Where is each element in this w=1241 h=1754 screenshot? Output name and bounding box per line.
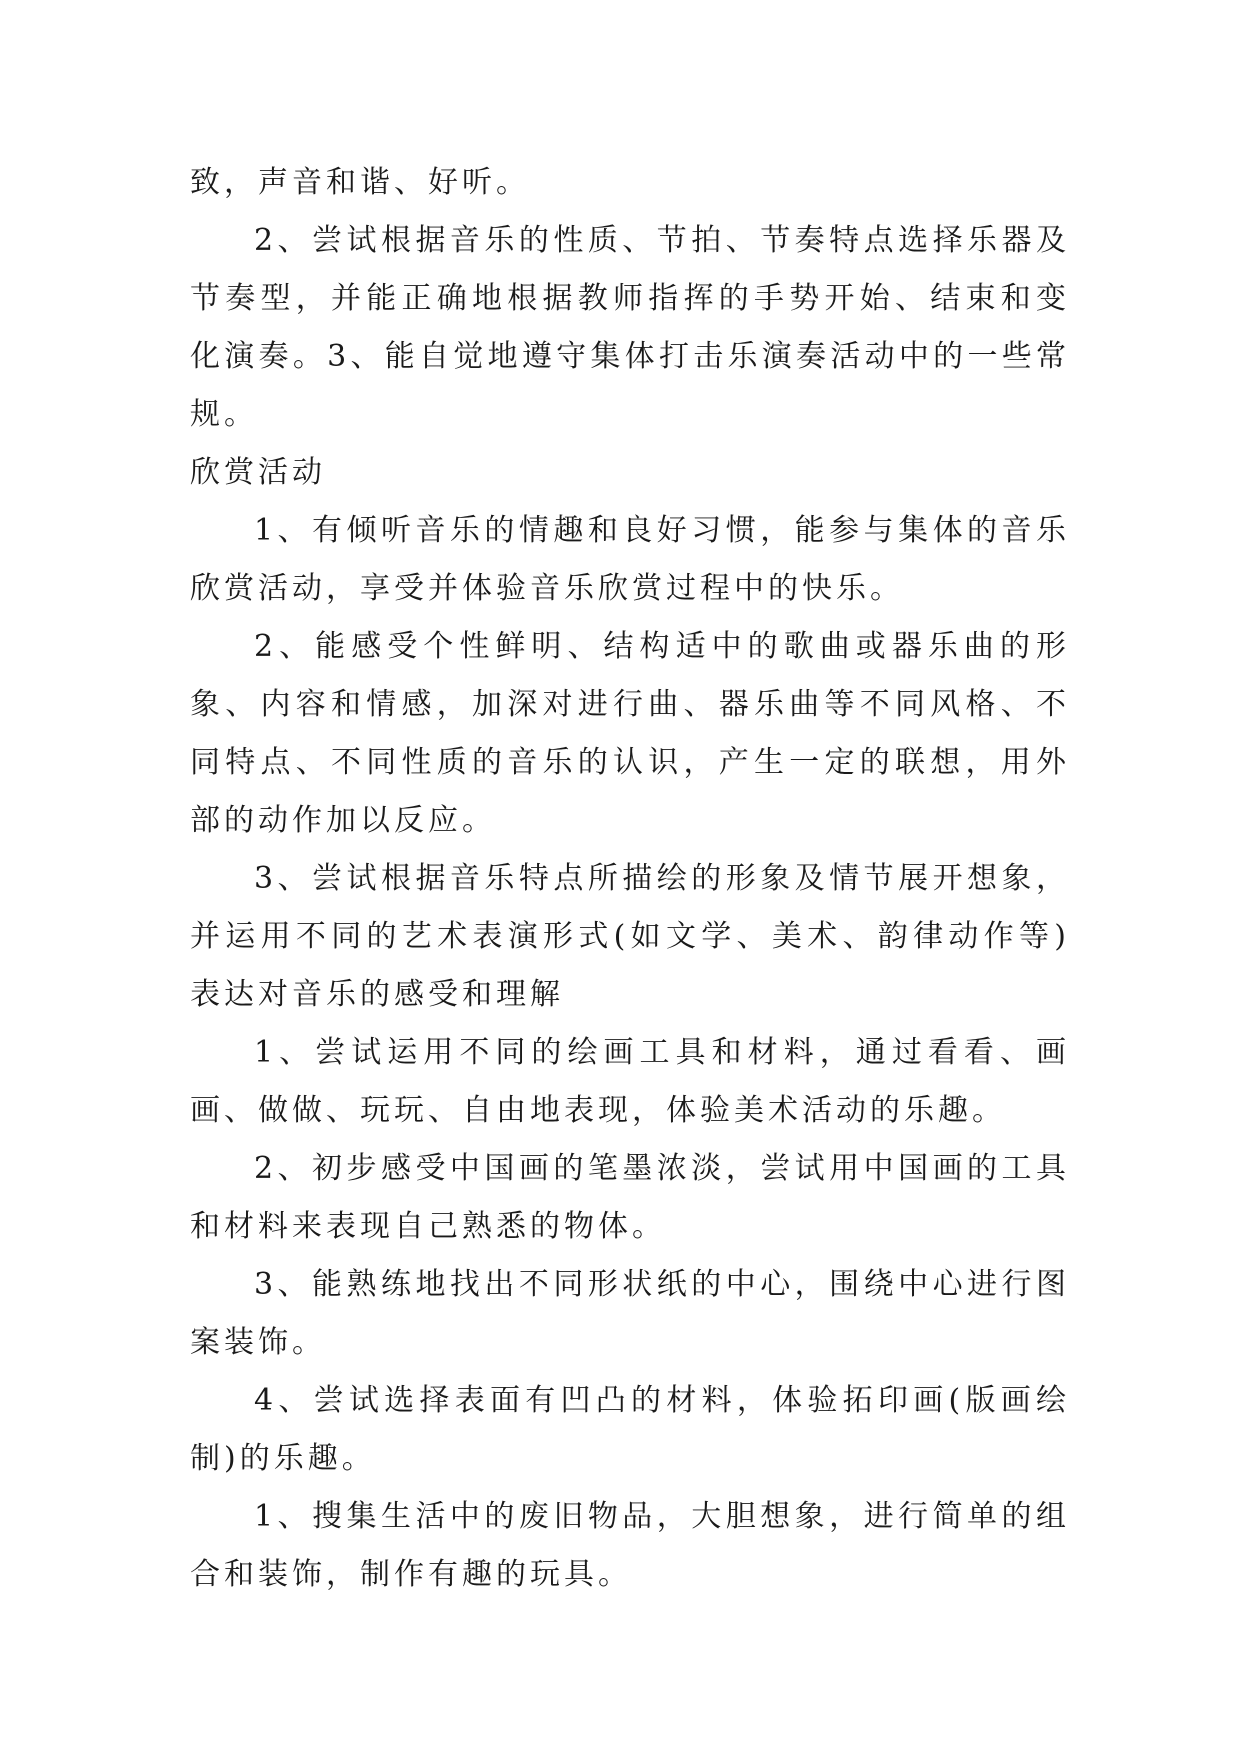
paragraph-7: 1、尝试运用不同的绘画工具和材料，通过看看、画画、做做、玩玩、自由地表现，体验美术活动的乐趣。: [190, 1035, 1070, 1128]
paragraph-4: 1、有倾听音乐的情趣和良好习惯，能参与集体的音乐欣赏活动，享受并体验音乐欣赏过程中的快乐。: [190, 513, 1070, 606]
section-heading-appreciation: 欣赏活动: [190, 455, 326, 490]
paragraph-10: 4、尝试选择表面有凹凸的材料，体验拓印画(版画绘制)的乐趣。: [190, 1383, 1070, 1476]
paragraph-9: 3、能熟练地找出不同形状纸的中心，围绕中心进行图案装饰。: [190, 1267, 1070, 1360]
paragraph-1: 致，声音和谐、好听。: [190, 165, 530, 200]
paragraph-5: 2、能感受个性鲜明、结构适中的歌曲或器乐曲的形象、内容和情感，加深对进行曲、器乐曲等不同风格、不同特点、不同性质的音乐的认识，产生一定的联想，用外部的动作加以反应。: [190, 629, 1070, 838]
paragraph-6: 3、尝试根据音乐特点所描绘的形象及情节展开想象，并运用不同的艺术表演形式(如文学、美术、韵律动作等)表达对音乐的感受和理解: [190, 861, 1070, 1012]
paragraph-2: 2、尝试根据音乐的性质、节拍、节奏特点选择乐器及节奏型，并能正确地根据教师指挥的手势开始、结束和变化演奏。3、能自觉地遵守集体打击乐演奏活动中的一些常规。: [190, 223, 1070, 432]
document-body: [190, 154, 1070, 1604]
paragraph-8: 2、初步感受中国画的笔墨浓淡，尝试用中国画的工具和材料来表现自己熟悉的物体。: [190, 1151, 1070, 1244]
paragraph-11: 1、搜集生活中的废旧物品，大胆想象，进行简单的组合和装饰，制作有趣的玩具。: [190, 1499, 1070, 1592]
